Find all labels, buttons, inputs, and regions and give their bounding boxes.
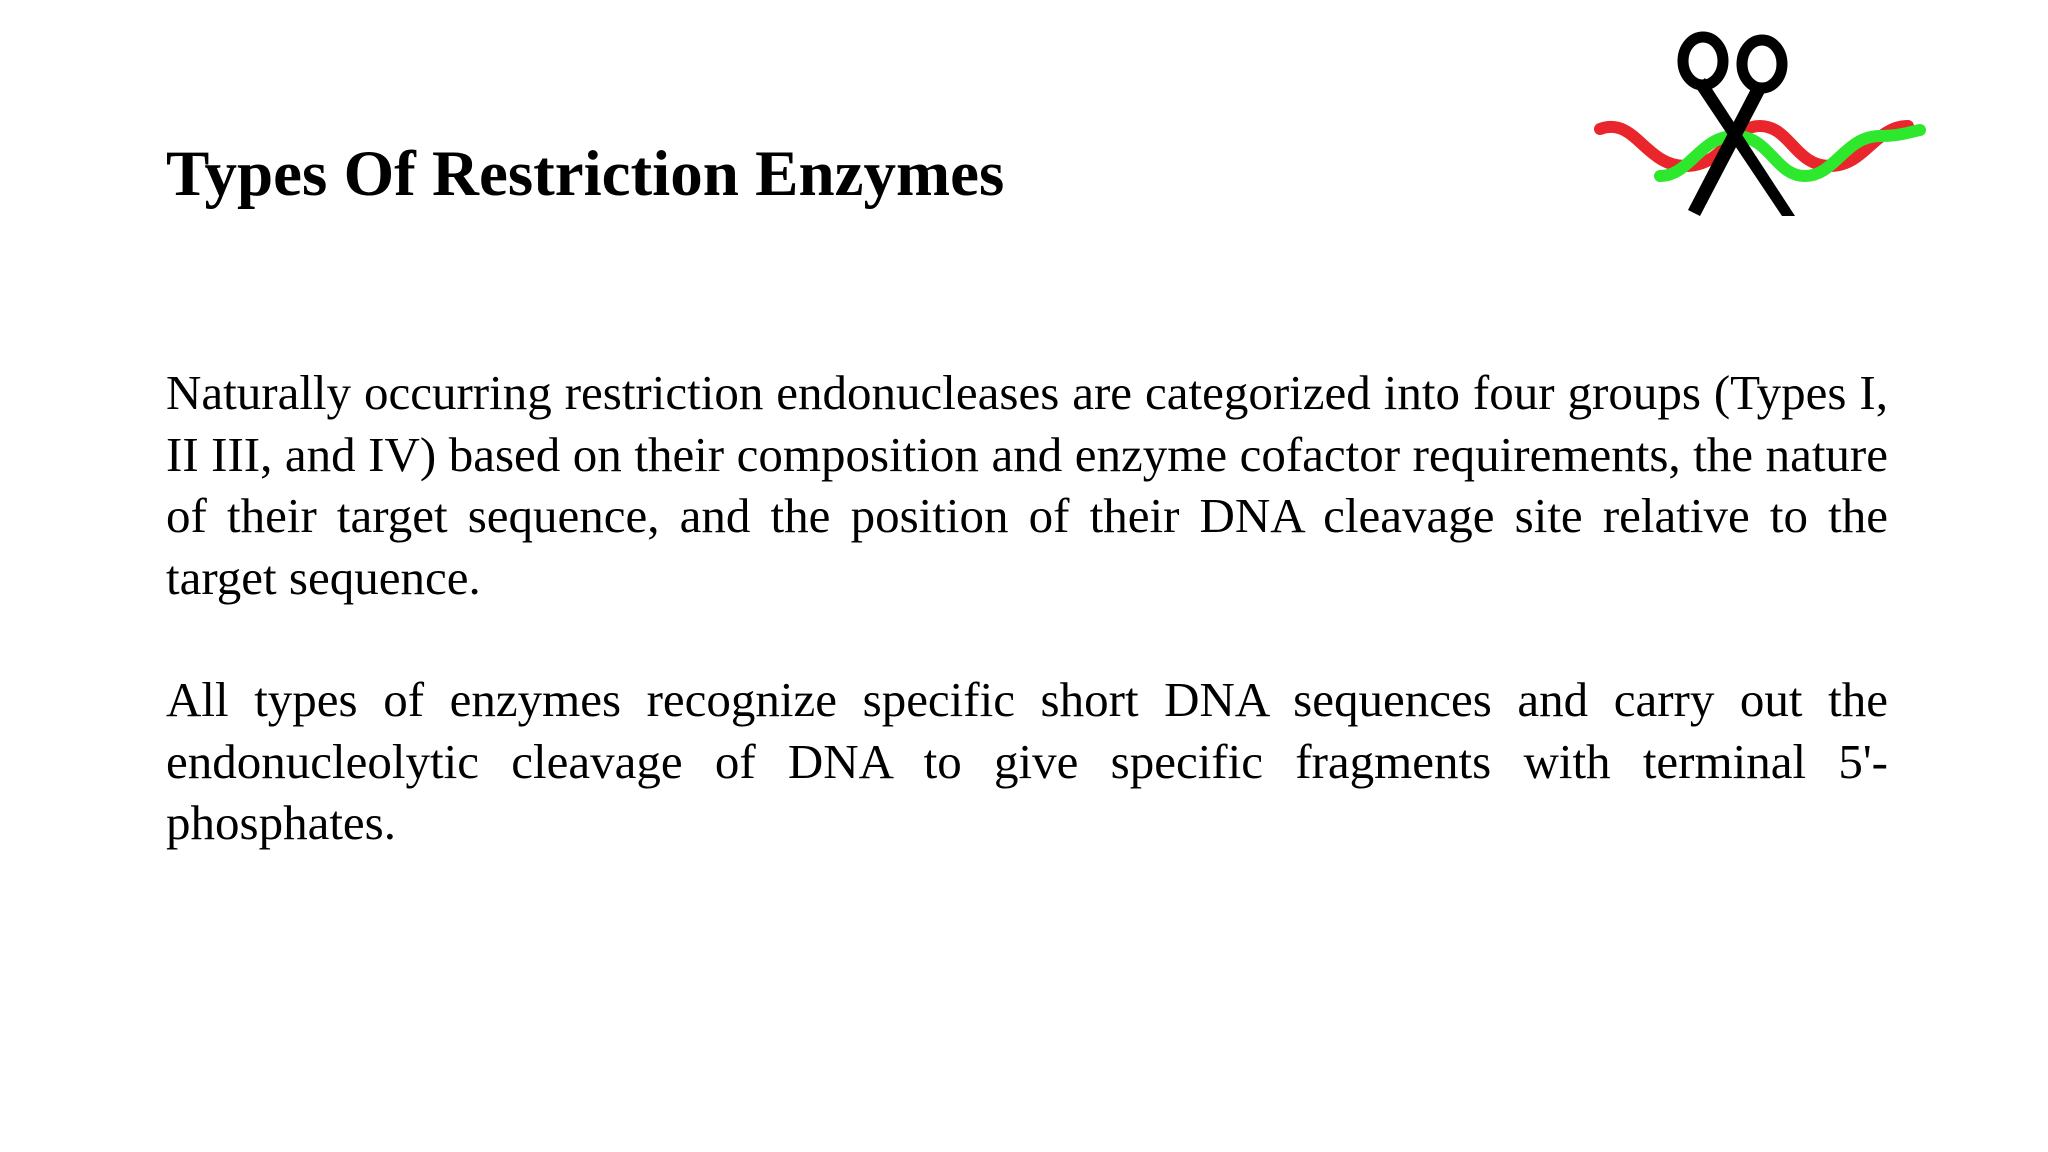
body-paragraph-1: Naturally occurring restriction endonucleases are categorized into four groups (Types I, II III, and IV) based on their composition and enzyme cofactor requirements, the nature of their target sequence, and the position of their DNA cleavage site relative to the target sequence. [166,365,1888,605]
body-paragraph-2: All types of enzymes recognize specific short DNA sequences and carry out the endonucleolytic cleavage of DNA to give specific fragments with terminal 5'-phosphates. [166,672,1888,850]
slide-title: Types Of Restriction Enzymes [166,138,1005,210]
scissors-dna-icon [1590,26,1930,226]
scissors-handle-left [1683,37,1723,85]
scissors-handle-right [1742,40,1782,88]
